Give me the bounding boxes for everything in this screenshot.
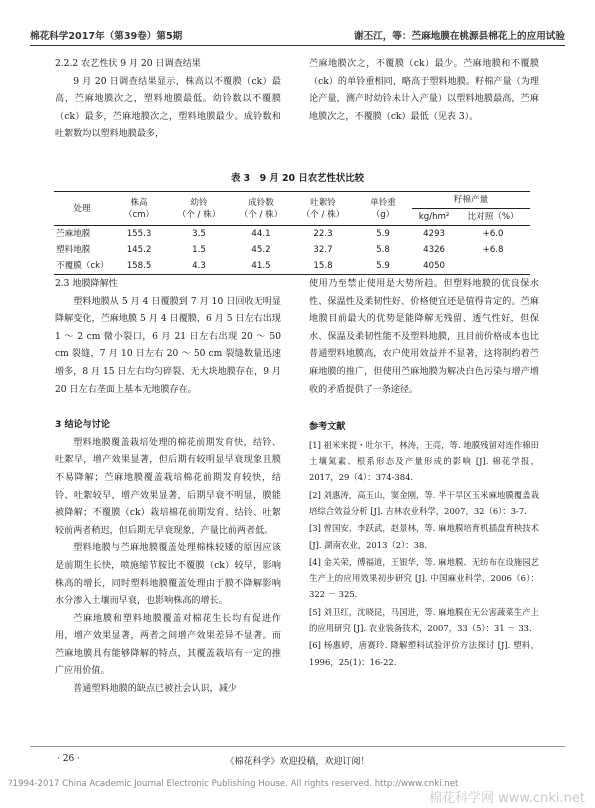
paragraph: 苎麻地膜和塑料地膜覆盖对棉花生长均有促进作用，增产效果显著，两者之间增产效果差异不显著。而苎麻地膜具有能够降解的特点，其覆盖栽培有一定的推广应用价值。 — [55, 613, 281, 677]
table-cell: 4.3 — [168, 258, 230, 275]
footer-rule — [30, 746, 565, 747]
paragraph: 塑料地膜与苎麻地膜覆盖处理棉株较矮的原因应该是前期生长快，喷施缩节胺比不覆膜（ck）较早，影响株高的增长，同时塑料地膜覆盖处理由于膜不降解影响水分渗入土壤而早衰，也影响株高的增长。 — [55, 543, 281, 607]
data-table — [54, 191, 530, 275]
watermark: 棉花科学网 www.cnki.net — [429, 791, 585, 806]
table-cell: 塑料地膜 — [56, 245, 91, 255]
table-cell — [456, 258, 530, 275]
paragraph: 塑料地膜覆盖栽培处理的棉花前期发育快，结铃、吐絮早，增产效果显著，但后期有较明显早衰现象且膜不易降解；苎麻地膜覆盖栽培棉花前期发育较快，结铃、吐絮较早，增产效果显著，后期早衰不明显，膜能被降解；不覆膜（ck）栽培棉花前期发育、结铃、吐絮较前两者稍迟，但后期无早衰现象，产量比前两者低。 — [55, 437, 281, 536]
table-header-cell: 籽棉产量 — [412, 192, 530, 209]
table-cell: +6.8 — [482, 245, 504, 255]
right-column-top — [309, 56, 539, 126]
table-row — [54, 242, 530, 258]
table-cell: 4326 — [423, 245, 446, 255]
table-cell: 44.1 — [230, 226, 292, 243]
table-cell: 41.5 — [230, 258, 292, 275]
table-cell: 45.2 — [251, 245, 271, 255]
table-header-cell: 成铃数 （个 / 株） — [230, 192, 292, 226]
paragraph: 9 月 20 日调查结果显示，株高以不覆膜（ck）最高，苎麻地膜次之，塑料地膜最低。幼铃数以不覆膜（ck）最多，苎麻地膜次之，塑料地膜最少。成铃数和吐絮数均以塑料地膜最多， — [55, 76, 281, 140]
table-cell: 155.3 — [110, 226, 168, 243]
article-running-title: 谢丕江，等：苎麻地膜在桃源县棉花上的应用试验 — [353, 31, 565, 42]
table-header-cell: 株高 （cm） — [110, 192, 168, 226]
reference-item: [4] 金关荣，傅福道，王银华，等. 麻地膜、无纺布在设施园艺生产上的应用效果初步研究 [J]. 中国麻业科学，2006（6）：322 － 325. — [309, 556, 539, 600]
paragraph: 塑料地膜从 5 月 4 日覆膜到 7 月 10 日回收无明显降解变化，苎麻地膜 5 月 4 日覆膜，6 月 5 日左右出现 1 ～ 2 cm 微小裂口，6 月 21 日左右出现 20 ～ 50 cm 裂缝，7 月 10 日左右 20 ～ 50 cm 裂缝数量迅速增多，8 月 15 日左右均匀碎裂、无大块地膜存在，9 月 20 日左右垄面上基本无地膜存在。 — [55, 296, 281, 395]
left-column-bottom — [55, 276, 281, 699]
table-cell: 145.2 — [126, 245, 152, 255]
reference-item: [3] 曾国安，李跃武，赵景林，等. 麻地膜培育机插盘育秧技术 [J]. 湖南农业，2013（2）：38. — [309, 523, 539, 550]
reference-item: [6] 杨惠婷，唐赛玲. 降解塑料试验评价方法探讨 [J]. 塑料，1996，25(1)：16-22. — [309, 640, 539, 667]
section-2-3-heading: 2.3 地膜降解性 — [55, 279, 118, 289]
table-header-cell: 处理 — [54, 192, 110, 226]
table-cell: 4050 — [412, 258, 456, 275]
table-header-row — [54, 192, 530, 209]
footer-slogan: 《棉花科学》欢迎投稿，欢迎订阅！ — [225, 757, 370, 767]
table-cell: 15.8 — [292, 258, 354, 275]
section-2-2-2-heading: 2.2.2 农艺性状 9 月 20 日调查结果 — [55, 59, 201, 69]
copyright-notice: ?1994-2017 China Academic Journal Electronic Publishing House. All rights reserved. http://www.cnki.net — [8, 779, 459, 789]
table-cell: 32.7 — [313, 245, 333, 255]
table-header-cell: 单铃重 （g） — [354, 192, 412, 226]
table-cell: 不覆膜（ck） — [54, 258, 110, 275]
table-row — [54, 258, 530, 275]
table-cell: 158.5 — [110, 258, 168, 275]
reference-item: [5] 刘卫红，沈晓昆，马国进，等. 麻地膜在无公害蔬菜生产上的应用研究 [J]. 农业装备技术，2007，33（5）：31 － 33. — [309, 606, 539, 634]
table-cell: 5.9 — [354, 258, 412, 275]
table-cell: 4293 — [412, 226, 456, 243]
table-caption: 表 3 9 月 20 日农艺性状比较 — [231, 173, 364, 184]
table-row — [54, 226, 530, 243]
table-subheader-cell: kg/hm² — [418, 212, 450, 222]
table-header-cell: 幼铃 （个 / 株） — [168, 192, 230, 226]
journal-title: 棉花科学2017年（第39卷）第5期 — [30, 31, 183, 42]
table-cell: 22.3 — [292, 226, 354, 243]
header-rule — [30, 45, 565, 46]
left-column-top — [55, 56, 281, 144]
table-cell: 5.8 — [376, 245, 390, 255]
paragraph: 苎麻地膜次之，不覆膜（ck）最少。苎麻地膜和不覆膜（ck）的单铃重相同，略高于塑料地膜。籽棉产量（为理论产量，测产时幼铃未计入产量）以塑料地膜最高，苎麻地膜次之，不覆膜（ck）最低（见表 3）。 — [309, 59, 539, 122]
section-3-heading: 3 结论与讨论 — [55, 420, 110, 431]
table-cell: 3.5 — [168, 226, 230, 243]
paragraph: 普通塑料地膜的缺点已被社会认识，减少 — [73, 684, 237, 695]
page-number: · 26 · — [57, 754, 80, 764]
table-cell: 5.9 — [354, 226, 412, 243]
table-cell: 苎麻地膜 — [54, 226, 110, 243]
table-cell: 1.5 — [192, 245, 206, 255]
paragraph: 使用乃至禁止使用是大势所趋。但塑料地膜的优良保水性、保温性及柔韧性好、价格便宜还是值得肯定的。苎麻地膜目前最大的优势是能降解无残留、透气性好，但保水、保温及柔韧性能不及塑料地膜，且目前价格成本也比普通塑料地膜高，农户使用效益并不显著，这将制约着苎麻地膜的推广，但使用苎麻地膜为解决白色污染与增产增收的矛盾提供了一条途径。 — [309, 279, 539, 395]
right-column-bottom — [309, 276, 539, 671]
reference-item: [2] 刘惠涛，高玉山，窦金刚，等. 半干旱区玉米麻地膜覆盖栽培综合效益分析 [J]. 吉林农业科学，2007，32（6）：3-7. — [309, 489, 539, 516]
table-cell: +6.0 — [456, 226, 530, 243]
table-header-cell: 吐絮铃 （个 / 株） — [292, 192, 354, 226]
references-heading: 参考文献 — [309, 422, 346, 433]
reference-list — [309, 437, 539, 670]
running-header — [30, 28, 565, 44]
table-subheader-cell: 比对照（%） — [467, 212, 519, 222]
reference-item: [1] 祖米来提・吐尔干，林涛，王亮，等. 地膜残留对连作棉田土壤氮素、根系形态及产量形成的影响 [J]. 棉花学报，2017，29（4）：374-384. — [309, 439, 539, 483]
